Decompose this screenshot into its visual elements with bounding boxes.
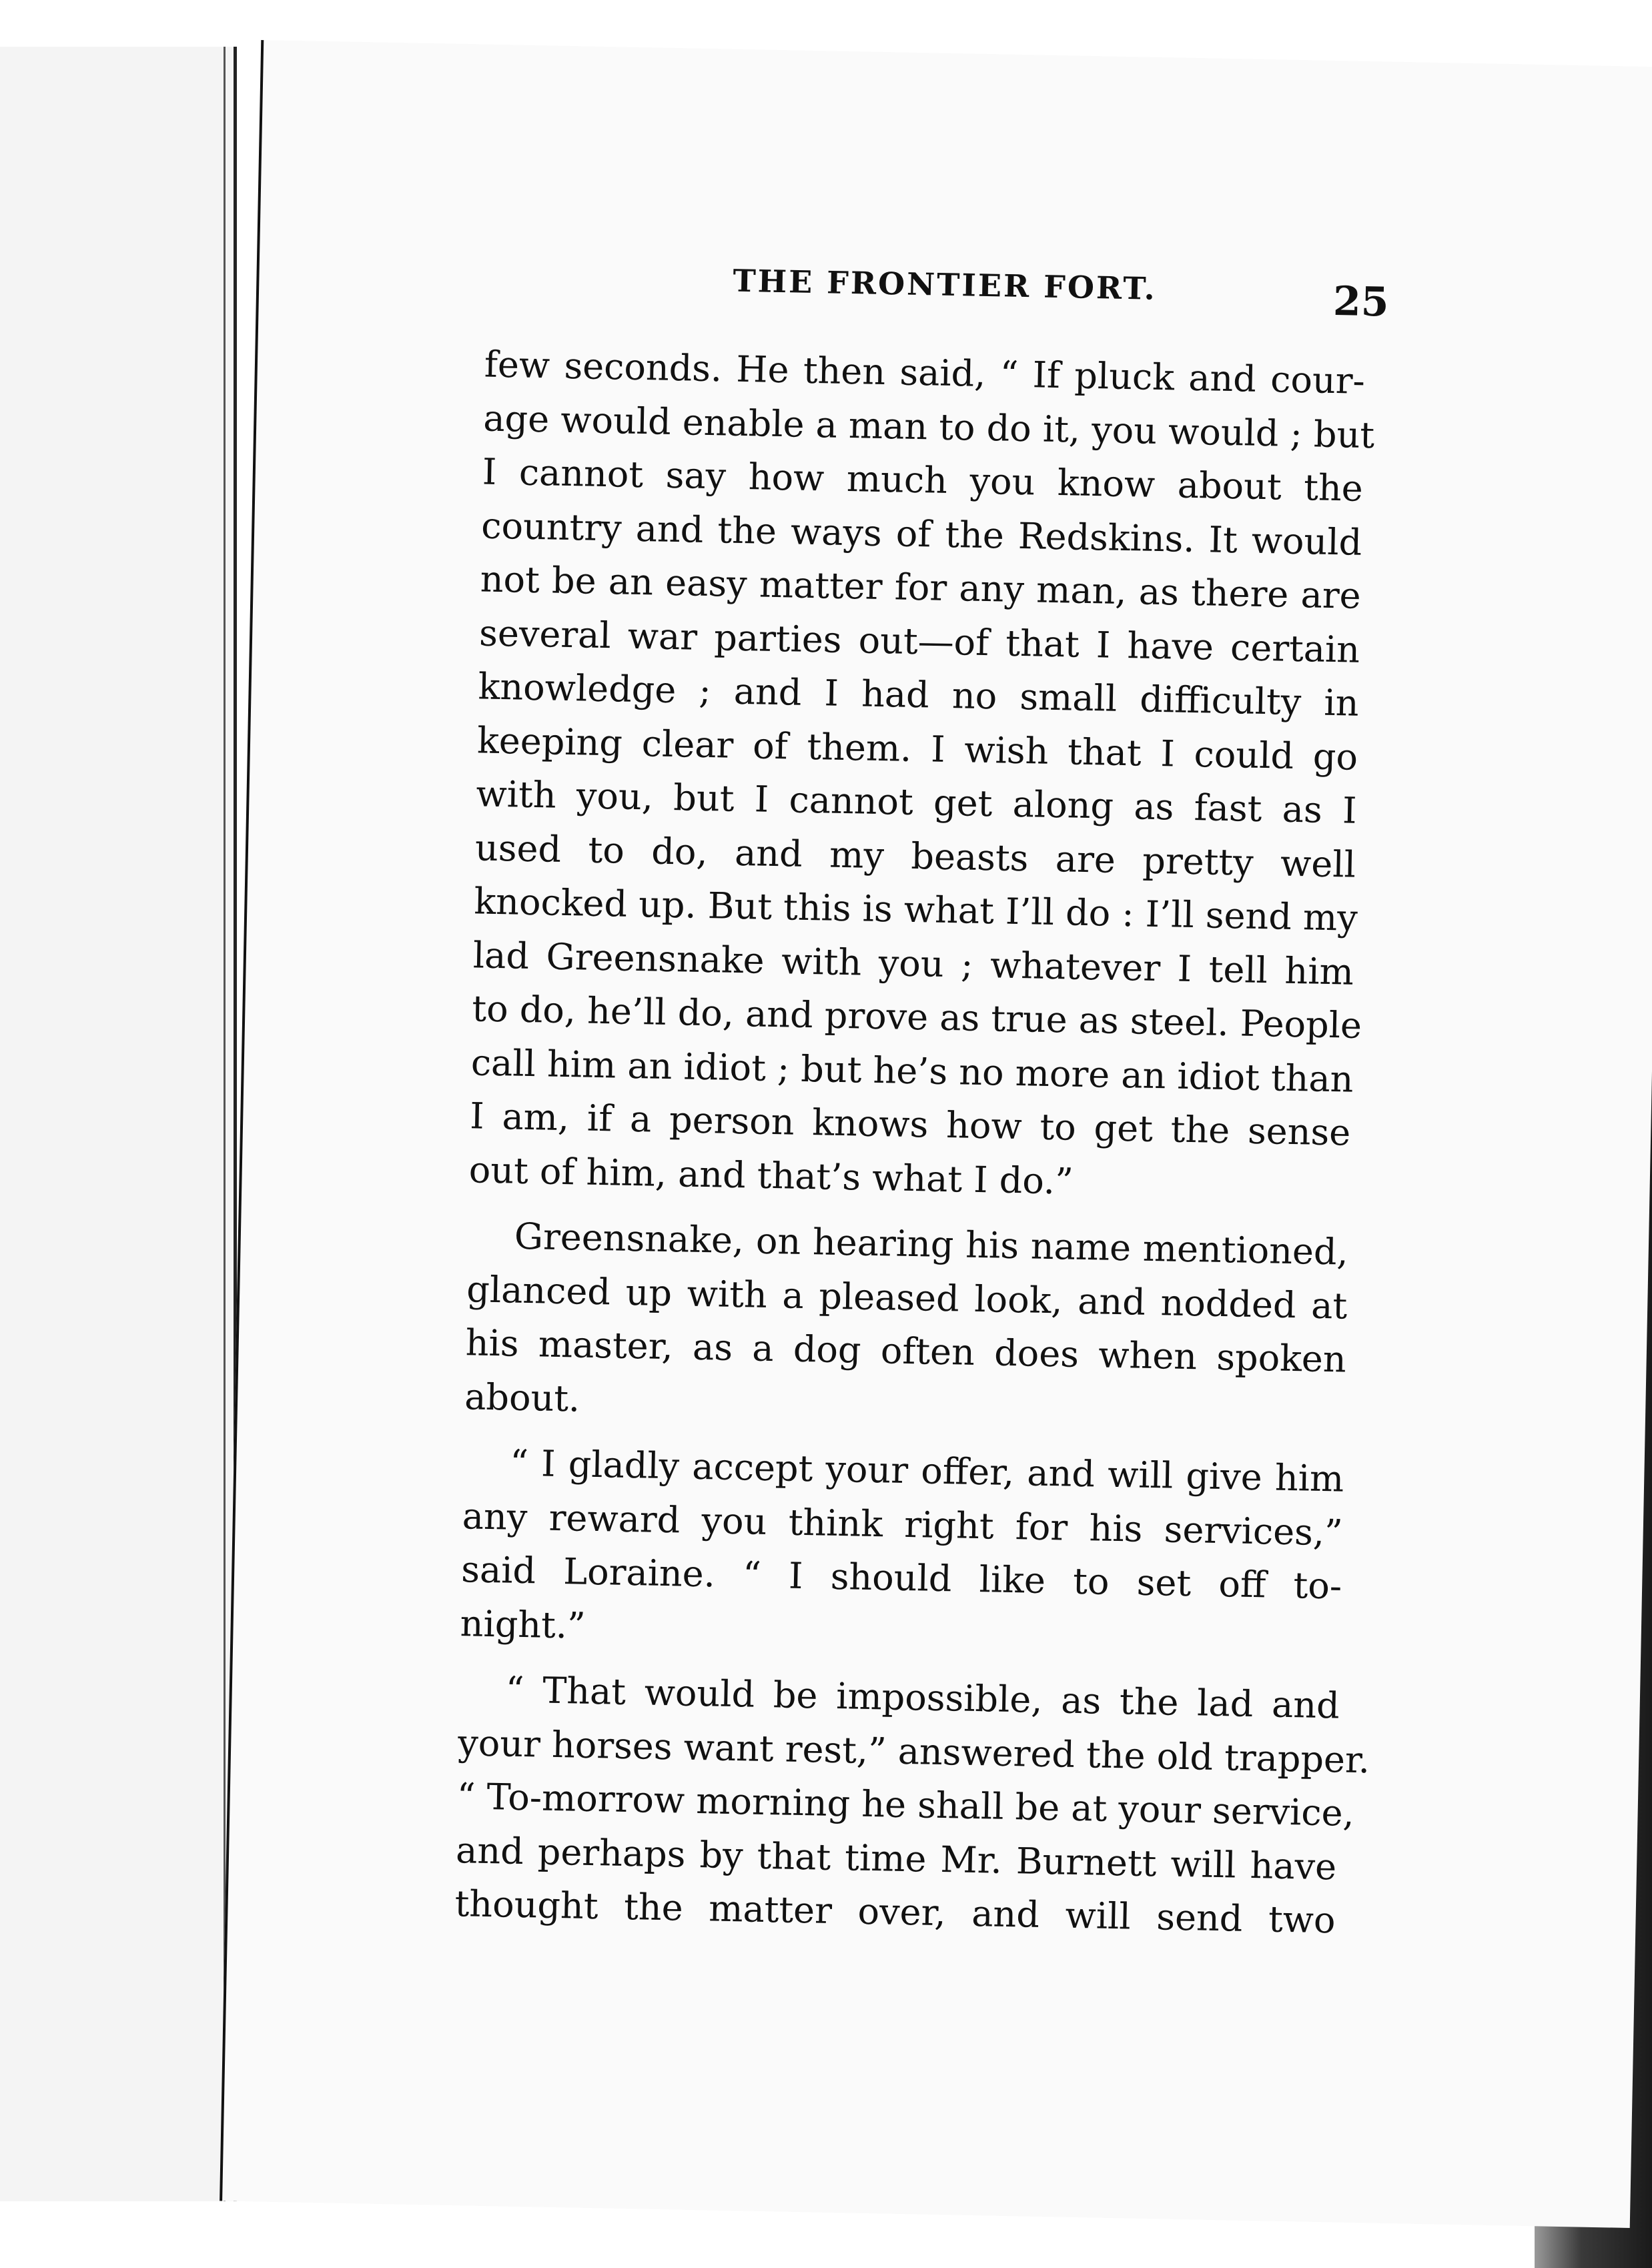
text-line: to do, he’ll do, and prove as true as steel. People (471, 987, 1362, 1047)
text-line: out of him, and that’s what I do.” (468, 1148, 1074, 1203)
page-number: 25 (1332, 277, 1390, 326)
text-line: said Loraine. “ I should like to set off to- (460, 1548, 1342, 1608)
text-line: his master, as a dog often does when spoken (465, 1321, 1347, 1381)
text-line: about. (464, 1375, 580, 1420)
text-line: “ That would be impossible, as the lad and (505, 1668, 1340, 1727)
paragraph (460, 1436, 1344, 1667)
text-line: lad Greensnake with you ; whatever I tell him (472, 933, 1354, 993)
text-line: and perhaps by that time Mr. Burnett will have (455, 1828, 1337, 1888)
text-line: with you, but I cannot get along as fast as I (476, 772, 1358, 832)
text-line: several war parties out—of that I have certain (478, 611, 1360, 671)
text-line: age would enable a man to do it, you would ; but (482, 397, 1375, 456)
text-line: not be an easy matter for any man, as there are (480, 558, 1362, 617)
text-line: used to do, and my beasts are pretty well (474, 826, 1356, 886)
text-line: knocked up. But this is what I’ll do : I’ll send my (473, 880, 1358, 939)
text-line: glanced up with a pleased look, and nodded at (466, 1267, 1348, 1327)
text-line: knowledge ; and I had no small difficulty in (478, 665, 1360, 724)
previous-page-edge (0, 47, 237, 2201)
paragraph (468, 338, 1375, 1214)
text-line: your horses want rest,” answered the old trapper. (457, 1721, 1370, 1781)
text-line: thought the matter over, and will send two (454, 1882, 1336, 1942)
running-title: THE FRONTIER FORT. (732, 262, 1158, 307)
text-line: any reward you think right for his services,” (462, 1494, 1344, 1554)
text-line: “ I gladly accept your offer, and will give him (509, 1442, 1344, 1500)
body-text (454, 338, 1375, 1960)
text-line: “ To-morrow morning he shall be at your service, (456, 1775, 1355, 1834)
paragraph (464, 1209, 1349, 1440)
paragraph (454, 1662, 1370, 1948)
text-line: country and the ways of the Redskins. It would (480, 504, 1362, 564)
text-line: I am, if a person knows how to get the sense (469, 1095, 1351, 1154)
text-line: I cannot say how much you know about the (482, 450, 1364, 510)
text-line: call him an idiot ; but he’s no more an idiot than (470, 1041, 1354, 1101)
text-line: keeping clear of them. I wish that I could go (476, 718, 1358, 778)
text-line: night.” (460, 1602, 586, 1647)
text-line: few seconds. He then said, “ If pluck and cour- (484, 343, 1366, 402)
page-header (259, 253, 1652, 334)
text-line: Greensnake, on hearing his name mentioned, (514, 1215, 1349, 1273)
book-page (220, 40, 1652, 2228)
